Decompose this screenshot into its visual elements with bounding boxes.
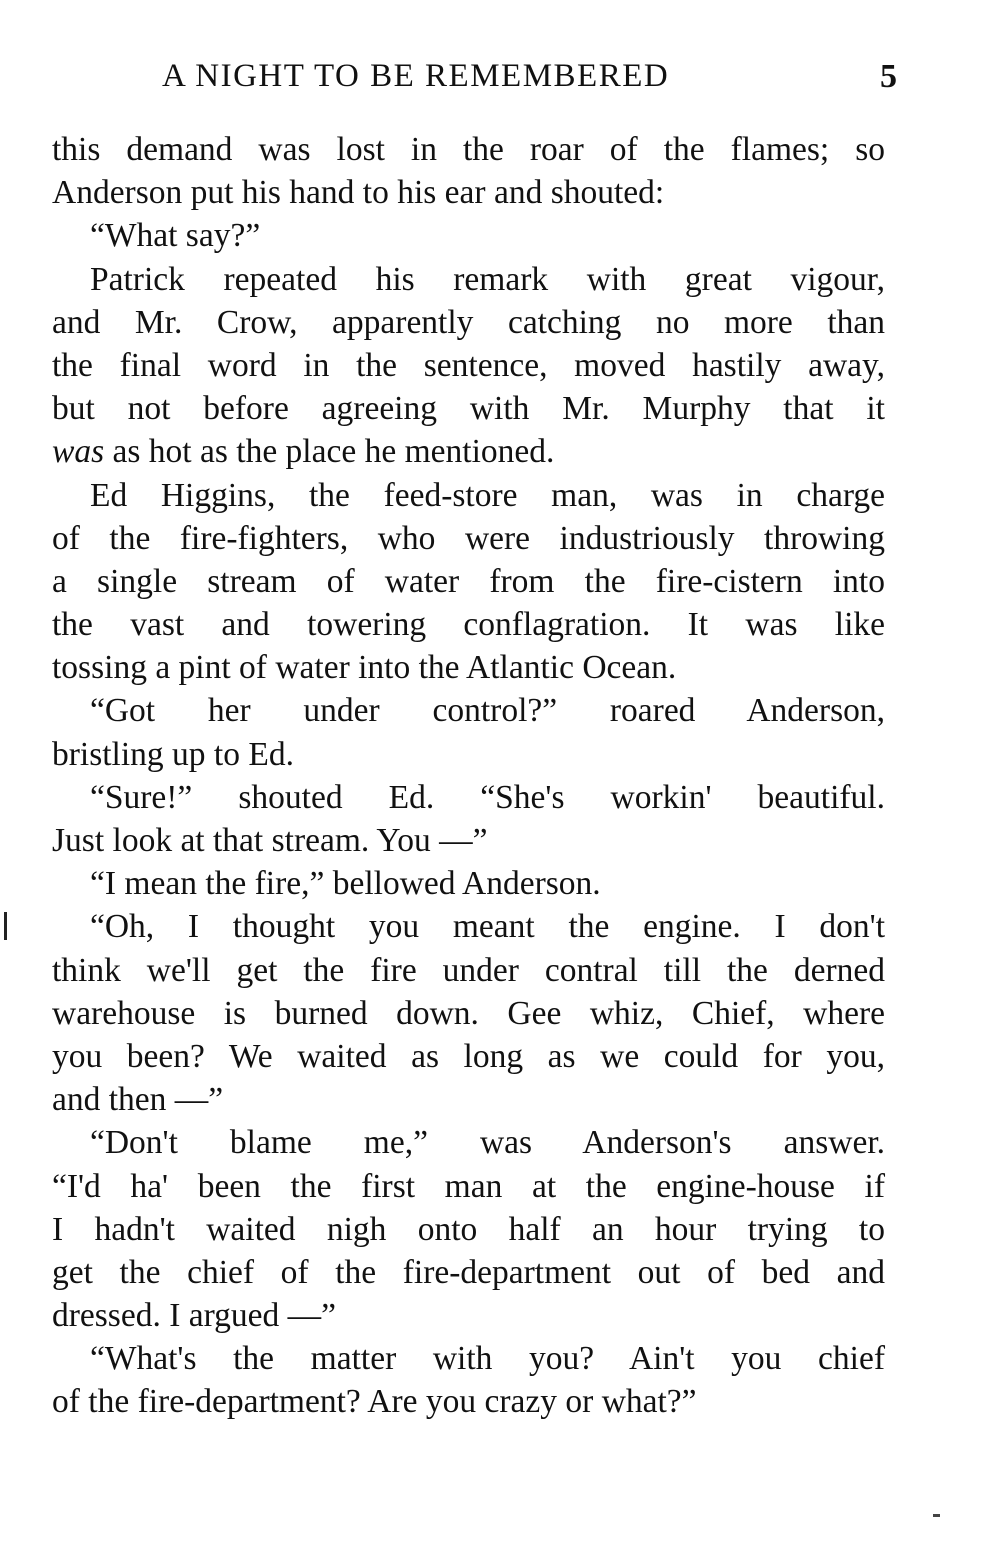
- text-line: this demand was lost in the roar of the flames; so: [52, 131, 885, 168]
- text-line: Patrick repeated his remark with great vigour,: [90, 260, 885, 298]
- text-line: “Oh, I thought you meant the engine. I don't: [90, 908, 885, 946]
- page-number: 5: [880, 58, 897, 95]
- text-line: “Sure!” shouted Ed. “She's workin' beautiful.: [90, 778, 885, 816]
- margin-mark: [4, 912, 7, 940]
- running-header: [162, 58, 897, 106]
- text-line: “What's the matter with you? Ain't you chief: [90, 1340, 885, 1378]
- text-line: bristling up to Ed.: [52, 735, 294, 773]
- running-title: A NIGHT TO BE REMEMBERED: [162, 58, 670, 94]
- text-line: Ed Higgins, the feed-store man, was in charge: [90, 476, 885, 514]
- text-line: a single stream of water from the fire-cistern into: [52, 562, 885, 600]
- text-line: the vast and towering conflagration. It was like: [52, 606, 885, 644]
- text-line: think we'll get the fire under contral till the derned: [52, 951, 885, 989]
- text-line: and Mr. Crow, apparently catching no more than: [52, 303, 885, 341]
- text-line: I hadn't waited nigh onto half an hour trying to: [52, 1210, 885, 1248]
- text-line: the final word in the sentence, moved hastily away,: [52, 346, 885, 384]
- text-line: “Don't blame me,” was Anderson's answer.: [90, 1124, 885, 1162]
- text-line: you been? We waited as long as we could for you,: [52, 1037, 885, 1075]
- text-line: but not before agreeing with Mr. Murphy that it: [52, 390, 885, 428]
- text-line: “I mean the fire,” bellowed Anderson.: [90, 865, 601, 903]
- text-line: “What say?”: [90, 217, 261, 255]
- text-line: get the chief of the fire-department out of bed and: [52, 1253, 885, 1291]
- text-line: Anderson put his hand to his ear and shouted:: [52, 174, 665, 212]
- text-line: warehouse is burned down. Gee whiz, Chief, where: [52, 994, 885, 1032]
- text-line: tossing a pint of water into the Atlantic Ocean.: [52, 649, 677, 687]
- text-line: dressed. I argued —”: [52, 1297, 337, 1335]
- ink-speck: [933, 1514, 940, 1517]
- body-text: [52, 128, 885, 1424]
- text-line: of the fire-fighters, who were industriously throwing: [52, 519, 885, 557]
- text-line: “Got her under control?” roared Anderson,: [90, 692, 885, 730]
- text-line: “I'd ha' been the first man at the engine-house if: [52, 1167, 885, 1205]
- text-line: and then —”: [52, 1081, 224, 1119]
- text-line: was as hot as the place he mentioned.: [52, 433, 555, 471]
- text-line: of the fire-department? Are you crazy or what?”: [52, 1383, 697, 1421]
- text-line: Just look at that stream. You —”: [52, 822, 488, 859]
